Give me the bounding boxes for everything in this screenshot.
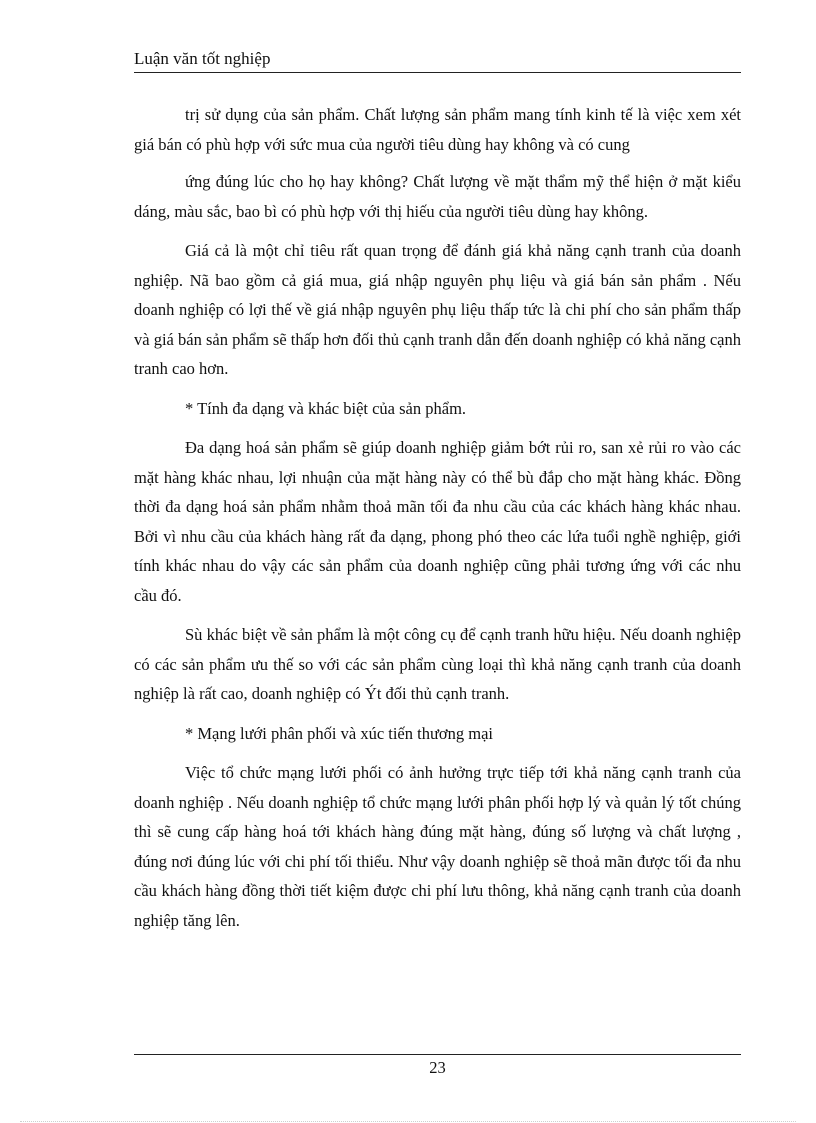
page-number: 23 xyxy=(429,1058,446,1077)
section-heading-distribution: * Mạng lưới phân phối và xúc tiến thương mại xyxy=(185,723,493,743)
header-title: Luận văn tốt nghiệp xyxy=(134,49,271,68)
section-heading-diversity: * Tính đa dạng và khác biệt của sản phẩm. xyxy=(185,398,467,418)
paragraph-diversification: Đa dạng hoá sản phẩm sẽ giúp doanh nghiệp giảm bớt rủi ro, san xẻ rủi ro vào các mặt hàng khác nhau, lợi nhuận của mặt hàng này có thể bù đắp cho mặt hàng khác. Đồng thời đa dạng hoá sản phẩm nhằm thoả mãn tối đa nhu cầu của các khách hàng khác nhau. Bởi vì nhu cầu của khách hàng rất đa dạng, phong phó theo các lứa tuổi nghề nghiệp, giới tính khác nhau do vậy các sản phẩm của doanh nghiệp cũng phải tương ứng với các nhu cầu đó. xyxy=(134,438,741,605)
paragraph-differentiation: Sù khác biệt về sản phẩm là một công cụ để cạnh tranh hữu hiệu. Nếu doanh nghiệp có các sản phẩm ưu thế so với các sản phẩm cùng loại thì khả năng cạnh tranh của doanh nghiệp là rất cao, doanh nghiệp có Ýt đối thủ cạnh tranh. xyxy=(134,625,741,703)
document-body xyxy=(134,100,741,945)
page-bottom-divider xyxy=(20,1121,796,1122)
paragraph-aesthetic-quality: ứng đúng lúc cho họ hay không? Chất lượng về mặt thẩm mỹ thể hiện ở mặt kiểu dáng, màu sắc, bao bì có phù hợp với thị hiếu của người tiêu dùng hay không. xyxy=(134,172,741,221)
paragraph-price: Giá cả là một chỉ tiêu rất quan trọng để đánh giá khả năng cạnh tranh của doanh nghiệp. Nã bao gồm cả giá mua, giá nhập nguyên phụ liệu và giá bán sản phẩm . Nếu doanh nghiệp có lợi thế về giá nhập nguyên phụ liệu thấp tức là chi phí cho sản phẩm thấp và giá bán sản phẩm sẽ thấp hơn đối thủ cạnh tranh dẫn đến doanh nghiệp có khả năng cạnh tranh cao hơn. xyxy=(134,241,741,378)
page-header xyxy=(134,48,741,73)
page-footer xyxy=(134,1054,741,1081)
paragraph-product-quality: trị sử dụng của sản phẩm. Chất lượng sản phẩm mang tính kinh tế là việc xem xét giá bán có phù hợp với sức mua của người tiêu dùng hay không và có cung xyxy=(134,105,741,154)
paragraph-distribution: Việc tổ chức mạng lưới phối có ảnh hưởng trực tiếp tới khả năng cạnh tranh của doanh nghiệp . Nếu doanh nghiệp tổ chức mạng lưới phân phối hợp lý và quản lý tốt chúng thì sẽ cung cấp hàng hoá tới khách hàng đúng mặt hàng, đúng số lượng và chất lượng , đúng nơi đúng lúc với chi phí tối thiểu. Như vậy doanh nghiệp sẽ thoả mãn được tối đa nhu cầu khách hàng đồng thời tiết kiệm được chi phí lưu thông, khả năng cạnh tranh của doanh nghiệp tăng lên. xyxy=(134,763,741,930)
